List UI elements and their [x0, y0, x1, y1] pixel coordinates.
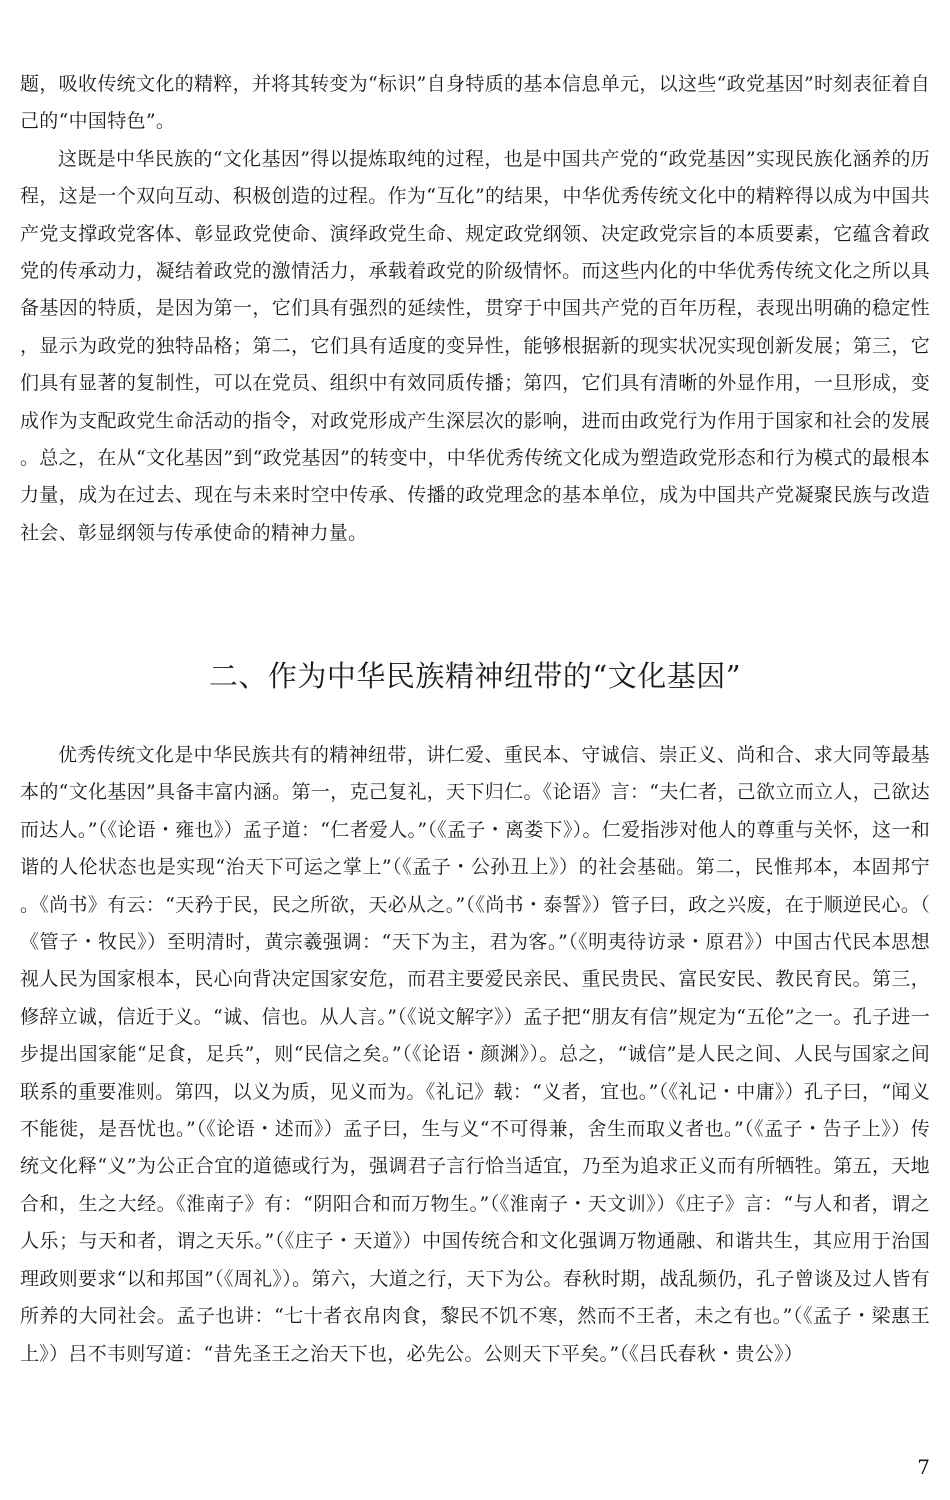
body-text-upper [20, 66, 930, 552]
paragraph-cultural-genes-process: 这既是中华民族的“文化基因”得以提炼取纯的过程，也是中国共产党的“政党基因”实现民族化涵养的历程，这是一个双向互动、积极创造的过程。作为“互化”的结果，中华优秀传统文化中的精粹得以成为中国共产党支撑政党客体、彰显政党使命、演绎政党生命、规定政党纲领、决定政党宗旨的本质要素，它蕴含着政党的传承动力，凝结着政党的激情活力，承载着政党的阶级情怀。而这些内化的中华优秀传统文化之所以具备基因的特质，是因为第一，它们具有强烈的延续性，贯穿于中国共产党的百年历程，表现出明确的稳定性，显示为政党的独特品格；第二，它们具有适度的变异性，能够根据新的现实状况实现创新发展；第三，它们具有显著的复制性，可以在党员、组织中有效同质传播；第四，它们具有清晰的外显作用，一旦形成，变成作为支配政党生命活动的指令，对政党形成产生深层次的影响，进而由政党行为作用于国家和社会的发展。总之，在从“文化基因”到“政党基因”的转变中，中华优秀传统文化成为塑造政党形态和行为模式的最根本力量，成为在过去、现在与未来时空中传承、传播的政党理念的基本单位，成为中国共产党凝聚民族与改造社会、彰显纲领与传承使命的精神力量。 [20, 147, 930, 544]
paragraph-traditional-culture-bond: 优秀传统文化是中华民族共有的精神纽带，讲仁爱、重民本、守诚信、崇正义、尚和合、求大同等最基本的“文化基因”具备丰富内涵。第一，克己复礼，天下归仁。《论语》言：“夫仁者，己欲立而立人，己欲达而达人。”（《论语・雍也》）孟子道：“仁者爱人。”（《孟子・离娄下》）。仁爱指涉对他人的尊重与关怀，这一和谐的人伦状态也是实现“治天下可运之掌上”（《孟子・公孙丑上》）的社会基础。第二，民惟邦本，本固邦宁。《尚书》有云：“天矜于民，民之所欲，天必从之。”（《尚书・泰誓》）管子曰，政之兴废，在于顺逆民心。（《管子・牧民》）至明清时，黄宗羲强调：“天下为主，君为客。”（《明夷待访录・原君》）中国古代民本思想视人民为国家根本，民心向背决定国家安危，而君主要爱民亲民、重民贵民、富民安民、教民育民。第三，修辞立诚，信近于义。“诚、信也。从人言。”（《说文解字》）孟子把“朋友有信”规定为“五伦”之一。孔子进一步提出国家能“足食，足兵”，则“民信之矣。”（《论语・颜渊》）。总之，“诚信”是人民之间、人民与国家之间联系的重要准则。第四，以义为质，见义而为。《礼记》载：“义者，宜也。”（《礼记・中庸》）孔子曰，“闻义不能徙，是吾忧也。”（《论语・述而》）孟子曰，生与义“不可得兼，舍生而取义者也。”（《孟子・告子上》）传统文化释“义”为公正合宜的道德或行为，强调君子言行恰当适宜，乃至为追求正义而有所牺牲。第五，天地合和，生之大经。《淮南子》有：“阴阳合和而万物生。”（《淮南子・天文训》）《庄子》言：“与人和者，谓之人乐；与天和者，谓之天乐。”（《庄子・天道》）中国传统合和文化强调万物通融、和谐共生，其应用于治国理政则要求“以和邦国”（《周礼》）。第六，大道之行，天下为公。春秋时期，战乱频仍，孔子曾谈及过人皆有所养的大同社会。孟子也讲：“七十者衣帛肉食，黎民不饥不寒，然而不王者，未之有也。”（《孟子・梁惠王上》）吕不韦则写道：“昔先圣王之治天下也，必先公。公则天下平矣。”（《吕氏春秋・贵公》） [20, 744, 930, 1365]
paragraph-continuation: 题，吸收传统文化的精粹，并将其转变为“标识”自身特质的基本信息单元，以这些“政党基因”时刻表征着自己的“中国特色”。 [20, 73, 930, 133]
body-text-lower [20, 737, 930, 1373]
section-heading: 二、作为中华民族精神纽带的“文化基因” [208, 659, 742, 693]
page-number: 7 [917, 1455, 930, 1479]
